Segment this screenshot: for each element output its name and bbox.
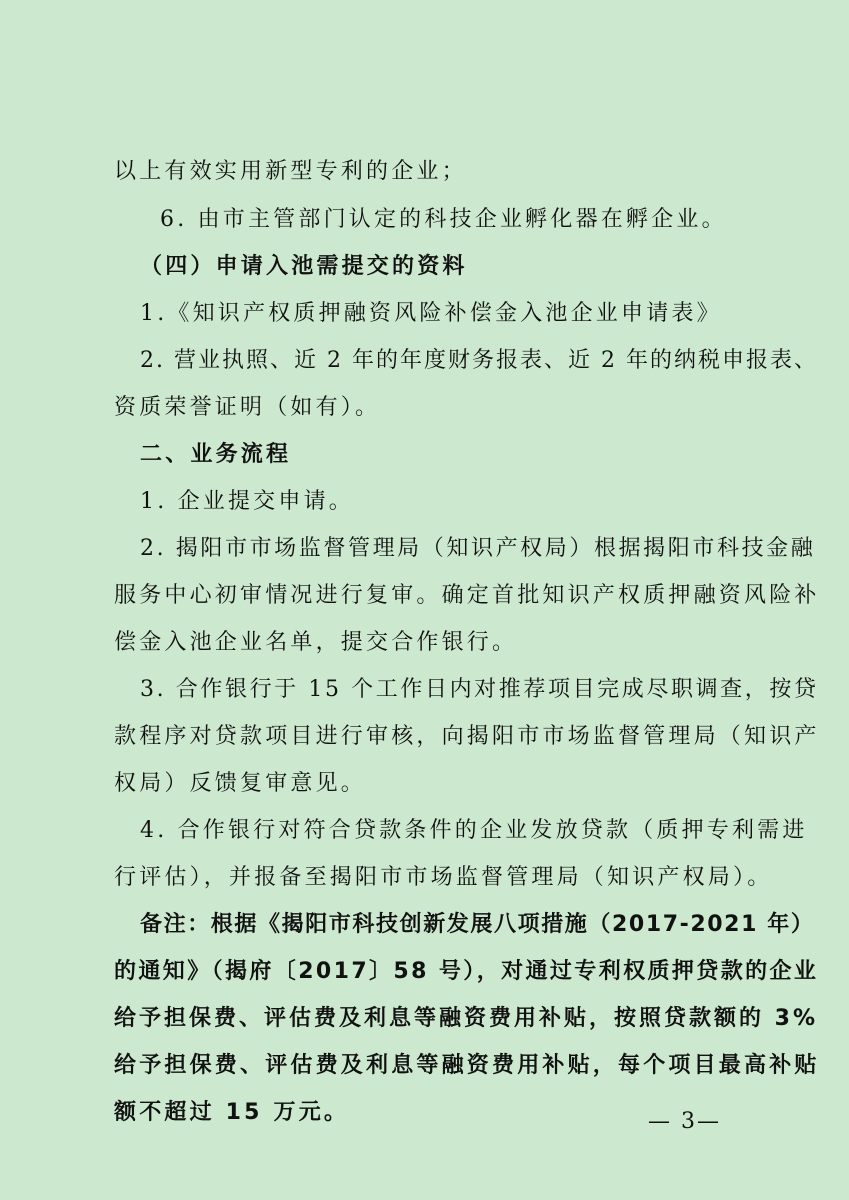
section-heading: 二、业务流程 xyxy=(140,442,292,467)
note-line: 备注：根据《揭阳市科技创新发展八项措施（2017-2021 年） xyxy=(140,912,815,937)
text-line: 行评估），并报备至揭阳市市场监督管理局（知识产权局）。 xyxy=(114,865,773,890)
list-item: 4. 合作银行对符合贷款条件的企业发放贷款（质押专利需进 xyxy=(140,818,808,843)
text-line: 权局）反馈复审意见。 xyxy=(114,771,367,796)
text-line: 偿金入池企业名单，提交合作银行。 xyxy=(114,630,518,655)
list-item: 3. 合作银行于 15 个工作日内对推荐项目完成尽职调查，按贷 xyxy=(140,677,819,702)
note-line: 给予担保费、评估费及利息等融资费用补贴，按照贷款额的 3% xyxy=(114,1006,819,1031)
list-item: 2. 营业执照、近 2 年的年度财务报表、近 2 年的纳税申报表、 xyxy=(140,348,818,373)
list-item: 6. 由市主管部门认定的科技企业孵化器在孵企业。 xyxy=(160,207,727,232)
list-item: 1. 企业提交申请。 xyxy=(140,489,354,514)
page-number: — 3— xyxy=(648,1109,721,1134)
text-line: 以上有效实用新型专利的企业； xyxy=(114,159,467,184)
note-line: 给予担保费、评估费及利息等融资费用补贴，每个项目最高补贴 xyxy=(114,1053,820,1078)
section-heading: （四）申请入池需提交的资料 xyxy=(140,254,468,279)
text-line: 资质荣誉证明（如有）。 xyxy=(114,395,381,420)
list-item: 1.《知识产权质押融资风险补偿金入池企业申请表》 xyxy=(140,301,722,326)
note-line: 的通知》（揭府〔2017〕58 号），对通过专利权质押贷款的企业 xyxy=(114,959,819,984)
list-item: 2. 揭阳市市场监督管理局（知识产权局）根据揭阳市科技金融 xyxy=(140,536,816,561)
note-line: 额不超过 15 万元。 xyxy=(114,1100,350,1125)
text-line: 服务中心初审情况进行复审。确定首批知识产权质押融资风险补 xyxy=(114,583,820,608)
text-line: 款程序对贷款项目进行审核，向揭阳市市场监督管理局（知识产 xyxy=(114,724,820,749)
